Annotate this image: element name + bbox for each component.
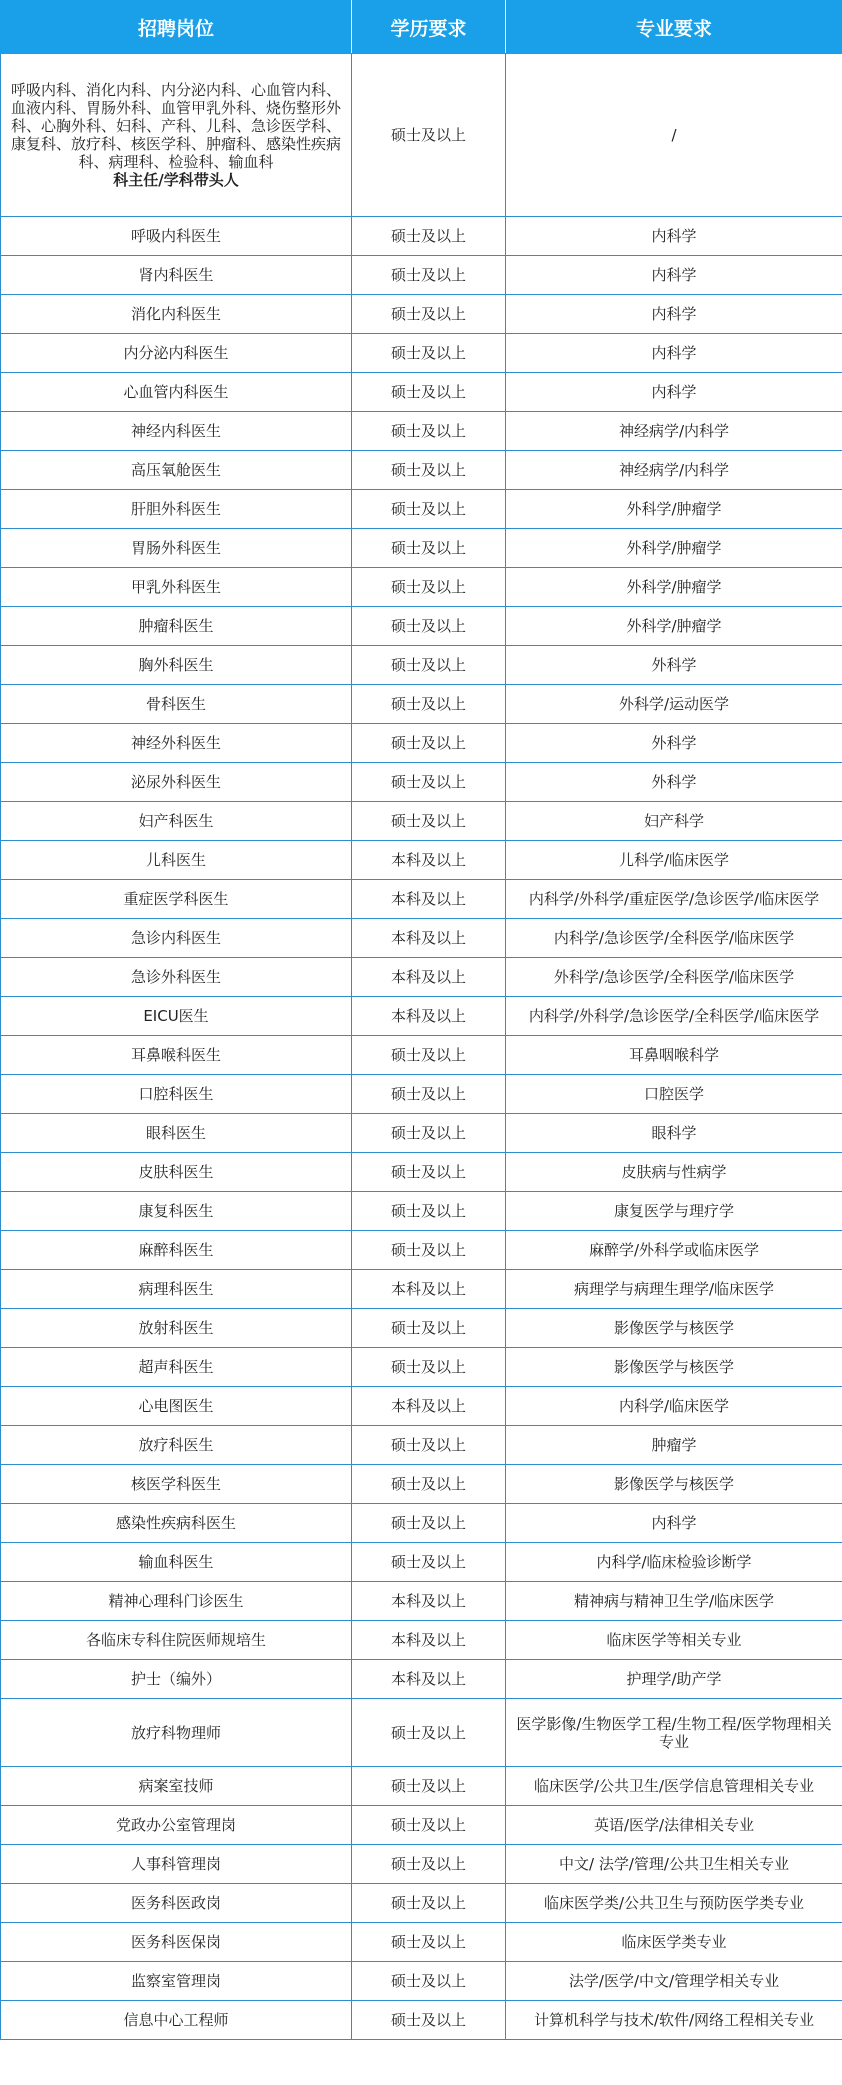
position-cell: 放疗科物理师 <box>1 1699 352 1767</box>
education-cell: 本科及以上 <box>352 1387 506 1426</box>
education-cell: 硕士及以上 <box>352 1504 506 1543</box>
table-body <box>1 54 842 2040</box>
table-row <box>1 1504 842 1543</box>
major-cell: / <box>506 54 842 217</box>
position-cell: 胸外科医生 <box>1 646 352 685</box>
position-cell: 肝胆外科医生 <box>1 490 352 529</box>
education-cell: 硕士及以上 <box>352 1153 506 1192</box>
education-cell: 硕士及以上 <box>352 685 506 724</box>
education-cell: 硕士及以上 <box>352 256 506 295</box>
education-cell: 硕士及以上 <box>352 1962 506 2001</box>
table-row <box>1 334 842 373</box>
table-row <box>1 1153 842 1192</box>
major-cell: 影像医学与核医学 <box>506 1309 842 1348</box>
table-row <box>1 880 842 919</box>
major-cell: 外科学/肿瘤学 <box>506 529 842 568</box>
table-row <box>1 1621 842 1660</box>
position-cell: 眼科医生 <box>1 1114 352 1153</box>
table-row <box>1 1075 842 1114</box>
major-cell: 内科学 <box>506 1504 842 1543</box>
table-row <box>1 1192 842 1231</box>
position-cell: 病理科医生 <box>1 1270 352 1309</box>
education-cell: 硕士及以上 <box>352 1699 506 1767</box>
education-cell: 硕士及以上 <box>352 646 506 685</box>
table-row <box>1 529 842 568</box>
major-cell: 内科学 <box>506 217 842 256</box>
education-cell: 硕士及以上 <box>352 802 506 841</box>
position-cell: 肾内科医生 <box>1 256 352 295</box>
major-cell: 皮肤病与性病学 <box>506 1153 842 1192</box>
major-cell: 精神病与精神卫生学/临床医学 <box>506 1582 842 1621</box>
education-cell: 硕士及以上 <box>352 412 506 451</box>
education-cell: 本科及以上 <box>352 1270 506 1309</box>
table-row <box>1 1660 842 1699</box>
table-row <box>1 373 842 412</box>
position-cell: 妇产科医生 <box>1 802 352 841</box>
table-row <box>1 1699 842 1767</box>
position-cell: 麻醉科医生 <box>1 1231 352 1270</box>
major-cell: 外科学 <box>506 763 842 802</box>
education-cell: 硕士及以上 <box>352 1543 506 1582</box>
education-cell: 硕士及以上 <box>352 2001 506 2040</box>
table-row <box>1 1114 842 1153</box>
education-cell: 硕士及以上 <box>352 1348 506 1387</box>
major-cell: 内科学 <box>506 373 842 412</box>
position-cell: 内分泌内科医生 <box>1 334 352 373</box>
education-cell: 硕士及以上 <box>352 1767 506 1806</box>
position-cell: 重症医学科医生 <box>1 880 352 919</box>
education-cell: 硕士及以上 <box>352 1806 506 1845</box>
position-cell: 神经内科医生 <box>1 412 352 451</box>
position-cell: 康复科医生 <box>1 1192 352 1231</box>
position-cell: 急诊外科医生 <box>1 958 352 997</box>
position-cell: 党政办公室管理岗 <box>1 1806 352 1845</box>
position-department-list: 呼吸内科、消化内科、内分泌内科、心血管内科、血液内科、胃肠外科、血管甲乳外科、烧伤整形外科、心胸外科、妇科、产科、儿科、急诊医学科、康复科、放疗科、核医学科、肿瘤科、感染性疾病科、病理科、检验科、输血科 <box>10 81 341 171</box>
table-row <box>1 958 842 997</box>
education-cell: 本科及以上 <box>352 958 506 997</box>
table-row <box>1 1767 842 1806</box>
education-cell: 硕士及以上 <box>352 1036 506 1075</box>
position-cell: 监察室管理岗 <box>1 1962 352 2001</box>
education-cell: 硕士及以上 <box>352 490 506 529</box>
header-major: 专业要求 <box>506 1 842 54</box>
major-cell: 外科学/急诊医学/全科医学/临床医学 <box>506 958 842 997</box>
table-row <box>1 217 842 256</box>
education-cell: 硕士及以上 <box>352 1426 506 1465</box>
major-cell: 外科学/肿瘤学 <box>506 607 842 646</box>
major-cell: 临床医学/公共卫生/医学信息管理相关专业 <box>506 1767 842 1806</box>
major-cell: 外科学/肿瘤学 <box>506 490 842 529</box>
position-cell: 信息中心工程师 <box>1 2001 352 2040</box>
education-cell: 硕士及以上 <box>352 763 506 802</box>
major-cell: 外科学/肿瘤学 <box>506 568 842 607</box>
education-cell: 硕士及以上 <box>352 217 506 256</box>
table-row <box>1 568 842 607</box>
table-row <box>1 802 842 841</box>
table-row <box>1 1036 842 1075</box>
education-cell: 硕士及以上 <box>352 1884 506 1923</box>
table-row <box>1 412 842 451</box>
major-cell: 内科学/急诊医学/全科医学/临床医学 <box>506 919 842 958</box>
table-row <box>1 1962 842 2001</box>
major-cell: 神经病学/内科学 <box>506 451 842 490</box>
education-cell: 硕士及以上 <box>352 529 506 568</box>
table-row <box>1 1387 842 1426</box>
education-cell: 硕士及以上 <box>352 373 506 412</box>
position-cell: 儿科医生 <box>1 841 352 880</box>
major-cell: 英语/医学/法律相关专业 <box>506 1806 842 1845</box>
education-cell: 硕士及以上 <box>352 568 506 607</box>
education-cell: 本科及以上 <box>352 880 506 919</box>
position-cell: 耳鼻喉科医生 <box>1 1036 352 1075</box>
major-cell: 影像医学与核医学 <box>506 1348 842 1387</box>
table-row <box>1 685 842 724</box>
major-cell: 内科学 <box>506 334 842 373</box>
major-cell: 儿科学/临床医学 <box>506 841 842 880</box>
position-cell: 消化内科医生 <box>1 295 352 334</box>
position-cell: 神经外科医生 <box>1 724 352 763</box>
major-cell: 口腔医学 <box>506 1075 842 1114</box>
education-cell: 本科及以上 <box>352 997 506 1036</box>
major-cell: 医学影像/生物医学工程/生物工程/医学物理相关专业 <box>506 1699 842 1767</box>
table-row <box>1 1543 842 1582</box>
position-cell: 各临床专科住院医师规培生 <box>1 1621 352 1660</box>
education-cell: 硕士及以上 <box>352 1465 506 1504</box>
position-cell: 急诊内科医生 <box>1 919 352 958</box>
education-cell: 本科及以上 <box>352 1582 506 1621</box>
position-cell: 精神心理科门诊医生 <box>1 1582 352 1621</box>
position-cell: 肿瘤科医生 <box>1 607 352 646</box>
education-cell: 硕士及以上 <box>352 295 506 334</box>
position-cell: EICU医生 <box>1 997 352 1036</box>
major-cell: 妇产科学 <box>506 802 842 841</box>
major-cell: 外科学 <box>506 724 842 763</box>
education-cell: 本科及以上 <box>352 841 506 880</box>
position-cell: 护士（编外） <box>1 1660 352 1699</box>
major-cell: 临床医学等相关专业 <box>506 1621 842 1660</box>
position-cell: 病案室技师 <box>1 1767 352 1806</box>
education-cell: 硕士及以上 <box>352 1309 506 1348</box>
position-cell: 皮肤科医生 <box>1 1153 352 1192</box>
table-row <box>1 646 842 685</box>
education-cell: 硕士及以上 <box>352 54 506 217</box>
position-cell: 胃肠外科医生 <box>1 529 352 568</box>
table-row <box>1 256 842 295</box>
position-cell: 口腔科医生 <box>1 1075 352 1114</box>
education-cell: 硕士及以上 <box>352 1192 506 1231</box>
position-cell: 核医学科医生 <box>1 1465 352 1504</box>
header-education: 学历要求 <box>352 1 506 54</box>
table-row <box>1 54 842 217</box>
table-row <box>1 2001 842 2040</box>
table-row <box>1 1426 842 1465</box>
position-cell: 放疗科医生 <box>1 1426 352 1465</box>
major-cell: 内科学/临床医学 <box>506 1387 842 1426</box>
major-cell: 麻醉学/外科学或临床医学 <box>506 1231 842 1270</box>
education-cell: 硕士及以上 <box>352 1845 506 1884</box>
table-row <box>1 1348 842 1387</box>
major-cell: 法学/医学/中文/管理学相关专业 <box>506 1962 842 2001</box>
major-cell: 内科学/外科学/急诊医学/全科医学/临床医学 <box>506 997 842 1036</box>
major-cell: 护理学/助产学 <box>506 1660 842 1699</box>
position-cell: 医务科医政岗 <box>1 1884 352 1923</box>
table-row <box>1 1923 842 1962</box>
position-title: 科主任/学科带头人 <box>113 171 239 189</box>
position-cell: 人事科管理岗 <box>1 1845 352 1884</box>
table-row <box>1 607 842 646</box>
position-cell: 泌尿外科医生 <box>1 763 352 802</box>
table-row <box>1 1806 842 1845</box>
major-cell: 神经病学/内科学 <box>506 412 842 451</box>
major-cell: 影像医学与核医学 <box>506 1465 842 1504</box>
education-cell: 硕士及以上 <box>352 1114 506 1153</box>
major-cell: 内科学/临床检验诊断学 <box>506 1543 842 1582</box>
table-row <box>1 1582 842 1621</box>
table-header-row <box>1 1 842 54</box>
table-row <box>1 997 842 1036</box>
education-cell: 本科及以上 <box>352 1660 506 1699</box>
table-row <box>1 295 842 334</box>
table-row <box>1 1309 842 1348</box>
table-row <box>1 1231 842 1270</box>
position-cell: 感染性疾病科医生 <box>1 1504 352 1543</box>
position-cell <box>1 54 352 217</box>
table-row <box>1 1845 842 1884</box>
major-cell: 内科学 <box>506 256 842 295</box>
major-cell: 耳鼻咽喉科学 <box>506 1036 842 1075</box>
table-row <box>1 451 842 490</box>
position-cell: 放射科医生 <box>1 1309 352 1348</box>
position-cell: 心血管内科医生 <box>1 373 352 412</box>
education-cell: 硕士及以上 <box>352 1231 506 1270</box>
major-cell: 内科学/外科学/重症医学/急诊医学/临床医学 <box>506 880 842 919</box>
major-cell: 内科学 <box>506 295 842 334</box>
table-row <box>1 1270 842 1309</box>
table-row <box>1 1465 842 1504</box>
position-cell: 医务科医保岗 <box>1 1923 352 1962</box>
position-cell: 输血科医生 <box>1 1543 352 1582</box>
position-cell: 骨科医生 <box>1 685 352 724</box>
table-row <box>1 1884 842 1923</box>
table-row <box>1 490 842 529</box>
major-cell: 外科学/运动医学 <box>506 685 842 724</box>
position-cell: 心电图医生 <box>1 1387 352 1426</box>
education-cell: 本科及以上 <box>352 919 506 958</box>
major-cell: 临床医学类专业 <box>506 1923 842 1962</box>
education-cell: 硕士及以上 <box>352 1923 506 1962</box>
major-cell: 康复医学与理疗学 <box>506 1192 842 1231</box>
position-cell: 呼吸内科医生 <box>1 217 352 256</box>
major-cell: 外科学 <box>506 646 842 685</box>
position-cell: 超声科医生 <box>1 1348 352 1387</box>
major-cell: 中文/ 法学/管理/公共卫生相关专业 <box>506 1845 842 1884</box>
position-cell: 甲乳外科医生 <box>1 568 352 607</box>
header-position: 招聘岗位 <box>1 1 352 54</box>
table-row <box>1 841 842 880</box>
education-cell: 硕士及以上 <box>352 451 506 490</box>
education-cell: 硕士及以上 <box>352 724 506 763</box>
major-cell: 病理学与病理生理学/临床医学 <box>506 1270 842 1309</box>
table-row <box>1 724 842 763</box>
education-cell: 硕士及以上 <box>352 607 506 646</box>
education-cell: 硕士及以上 <box>352 1075 506 1114</box>
table-row <box>1 763 842 802</box>
major-cell: 眼科学 <box>506 1114 842 1153</box>
position-cell: 高压氧舱医生 <box>1 451 352 490</box>
major-cell: 临床医学类/公共卫生与预防医学类专业 <box>506 1884 842 1923</box>
table-row <box>1 919 842 958</box>
education-cell: 硕士及以上 <box>352 334 506 373</box>
major-cell: 肿瘤学 <box>506 1426 842 1465</box>
major-cell: 计算机科学与技术/软件/网络工程相关专业 <box>506 2001 842 2040</box>
education-cell: 本科及以上 <box>352 1621 506 1660</box>
